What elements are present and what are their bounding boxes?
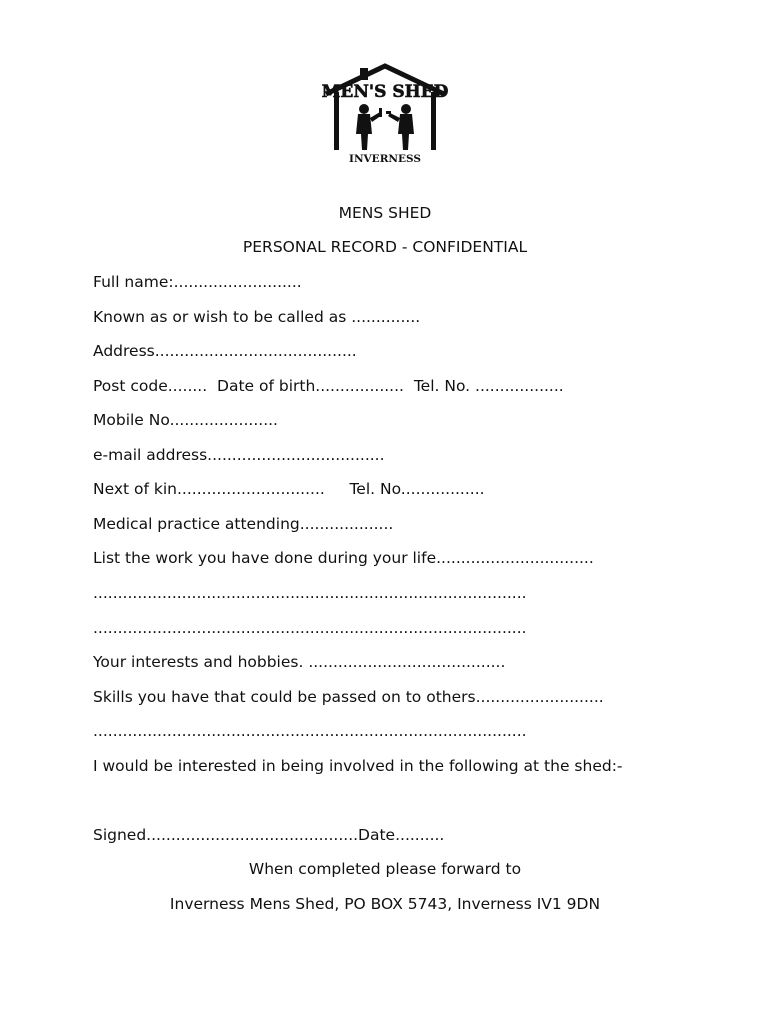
worker-left-icon bbox=[356, 104, 382, 150]
next-of-kin-tel-field: Tel. No................. bbox=[349, 480, 485, 498]
document-title: MENS SHED bbox=[338, 204, 432, 222]
mens-shed-logo bbox=[320, 62, 450, 168]
signed-date-field: Signed...........................................Date.......... bbox=[93, 826, 445, 844]
full-name-field: Full name:.......................... bbox=[93, 273, 302, 291]
logo-bottom-text: INVERNESS bbox=[349, 153, 421, 165]
medical-practice-field: Medical practice attending................... bbox=[93, 515, 394, 533]
date-of-birth-field: Date of birth.................. bbox=[217, 377, 404, 395]
forward-note: When completed please forward to bbox=[248, 860, 522, 878]
worker-right-icon bbox=[386, 104, 414, 150]
involvement-field: I would be interested in being involved in the following at the shed:- bbox=[93, 757, 623, 775]
next-of-kin-field: Next of kin.............................. bbox=[93, 480, 325, 498]
logo-top-text: MEN'S SHED bbox=[321, 82, 449, 102]
skills-field: Skills you have that could be passed on to others.......................... bbox=[93, 688, 604, 706]
skills-continuation-line: ........................................................................................ bbox=[93, 722, 527, 740]
mobile-field: Mobile No...................... bbox=[93, 411, 278, 429]
known-as-field: Known as or wish to be called as .............. bbox=[93, 308, 421, 326]
work-continuation-line-2: ........................................................................................ bbox=[93, 619, 527, 637]
work-continuation-line-1: ........................................................................................ bbox=[93, 584, 527, 602]
address-field: Address......................................... bbox=[93, 342, 357, 360]
next-of-kin-row bbox=[93, 479, 485, 499]
email-field: e-mail address.................................... bbox=[93, 446, 385, 464]
document-subtitle: PERSONAL RECORD - CONFIDENTIAL bbox=[242, 238, 528, 256]
post-code-row bbox=[93, 376, 564, 396]
interests-field: Your interests and hobbies. ........................................ bbox=[93, 653, 506, 671]
tel-no-field: Tel. No. .................. bbox=[413, 377, 564, 395]
postal-address: Inverness Mens Shed, PO BOX 5743, Inverness IV1 9DN bbox=[169, 895, 601, 913]
post-code-field: Post code........ bbox=[93, 377, 208, 395]
work-done-field: List the work you have done during your life................................ bbox=[93, 549, 594, 567]
